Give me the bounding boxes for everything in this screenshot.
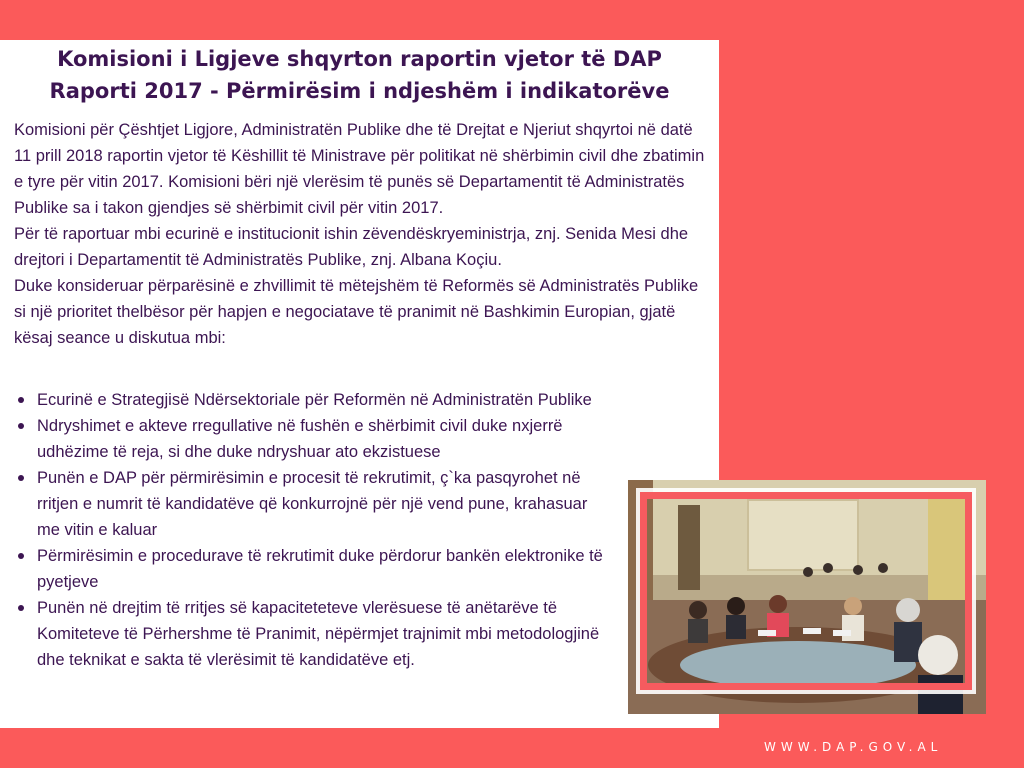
website-url[interactable]: WWW.DAP.GOV.AL — [764, 740, 943, 754]
page-title — [0, 40, 719, 107]
paragraph: Duke konsideruar përparësinë e zhvillimit të mëtejshëm të Reformës së Administratës Publike si një prioritet thelbësor për hapjen e negociatave të pranimit në Bashkimin Europian, gjatë kësaj seance u diskutua mbi: — [14, 277, 699, 347]
list-item: Ecurinë e Strategjisë Ndërsektoriale për Reformën në Administratën Publike — [14, 387, 614, 413]
paragraph: Komisioni për Çështjet Ligjore, Administratën Publike dhe të Drejtat e Njeriut shqyrtoi në datë 11 prill 2018 raportin vjetor të Këshillit të Ministrave për politikat në shërbimin civil dhe zbatimin e tyre për vitin 2017. Komisioni bëri një vlerësim të punës së Departamentit të Administratës Publike sa i takon gjendjes së shërbimit civil për vitin 2017. — [14, 121, 705, 217]
list-item: Përmirësimin e procedurave të rekrutimit duke përdorur bankën elektronike të pyetjeve — [14, 543, 614, 595]
paragraph: Për të raportuar mbi ecurinë e institucionit ishin zëvendëskryeministrja, znj. Senida Mesi dhe drejtori i Departamentit të Administratës Publike, znj. Albana Koçiu. — [14, 225, 689, 269]
list-item: Punën e DAP për përmirësimin e procesit të rekrutimit, ç`ka pasqyrohet në rritjen e numrit të kandidatëve që konkurrojnë për një vend pune, krahasuar me vitin e kaluar — [14, 465, 614, 543]
title-line-1: Komisioni i Ligjeve shqyrton raportin vjetor të DAP — [57, 47, 662, 71]
list-item: Punën në drejtim të rritjes së kapaciteteteve vlerësuese të anëtarëve të Komiteteve të Përhershme të Pranimit, nëpërmjet trajnimit mbi metodologjinë dhe teknikat e sakta të vlerësimit të kandidatëve etj. — [14, 595, 614, 673]
discussion-list — [14, 387, 614, 673]
list-item: Ndryshimet e akteve rregullative në fushën e shërbimit civil duke nxjerrë udhëzime të reja, si dhe duke ndryshuar ato ekzistuese — [14, 413, 614, 465]
article-body — [14, 117, 714, 351]
photo-frame — [640, 492, 972, 690]
meeting-photo — [628, 480, 986, 714]
title-line-2: Raporti 2017 - Përmirësim i ndjeshëm i indikatorëve — [49, 79, 670, 103]
